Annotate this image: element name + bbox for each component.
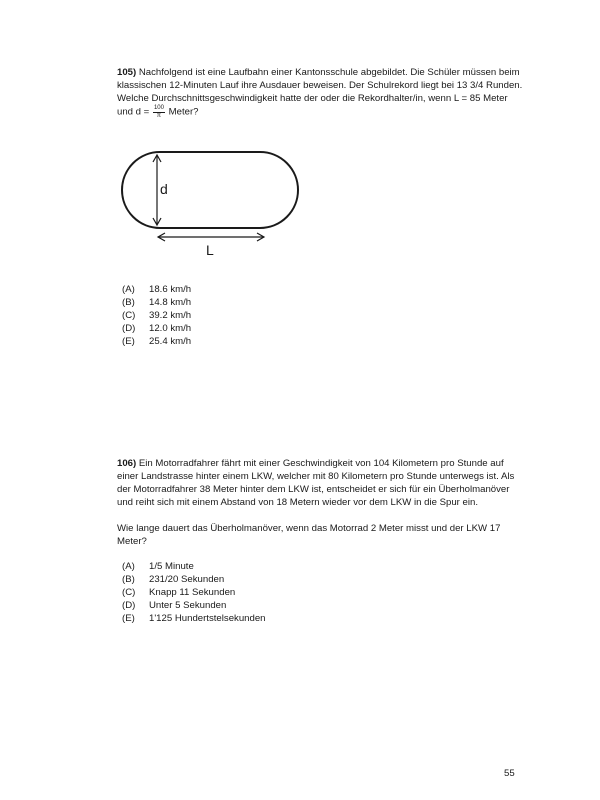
page-number: 55: [504, 768, 515, 779]
question-number: 105): [117, 67, 137, 78]
question-number: 106): [117, 458, 137, 469]
question-106-prompt: Wie lange dauert das Überholmanöver, wenn das Motorrad 2 Meter misst und der LKW 17 Meter?: [117, 523, 501, 547]
option-d: (D) Unter 5 Sekunden: [122, 600, 227, 611]
question-105-text: 105) Nachfolgend ist eine Laufbahn einer Kantonsschule abgebildet. Die Schüler müssen beim klassischen 12-Minuten Lauf ihre Ausdauer beweisen. Der Schulrekord liegt bei 13 3/4 Runden. Welche Durchschnittsgeschwindigkeit hatte der oder die Rekordhalter/in, wenn L = 85 Meter und d = $\frac{100}{\pi}$ Meter?: [117, 67, 523, 119]
fraction: $\frac{100}{\pi}$: [153, 105, 164, 119]
option-b: (B) 14.8 km/h: [122, 297, 192, 308]
question-106: [117, 457, 527, 548]
track-outline: [122, 152, 298, 228]
label-d: d: [160, 181, 168, 197]
option-c: (C) 39.2 km/h: [122, 310, 192, 321]
option-a: (A) 1/5 Minute: [122, 561, 194, 572]
label-L: L: [206, 242, 214, 258]
options-105: [122, 283, 191, 348]
question-106-text: 106) Ein Motorradfahrer fährt mit einer Geschwindigkeit von 104 Kilometern pro Stunde auf einer Landstrasse hinter einem LKW, welcher mit 80 Kilometern pro Stunde unterwegs ist. Als der Motorradfahrer 38 Meter hinter dem LKW ist, entscheidet er sich für ein Überholmanöver und reiht sich mit einem Abstand von 18 Metern wieder vor dem LKW in die Spur ein.: [117, 458, 515, 508]
option-d: (D) 12.0 km/h: [122, 323, 192, 334]
option-a: (A) 18.6 km/h: [122, 284, 192, 295]
option-c: (C) Knapp 11 Sekunden: [122, 587, 236, 598]
option-b: (B) 231/20 Sekunden: [122, 574, 225, 585]
option-e: (E) 25.4 km/h: [122, 336, 192, 347]
options-106: [122, 560, 266, 625]
option-e: (E) 1'125 Hundertstelsekunden: [122, 613, 266, 624]
